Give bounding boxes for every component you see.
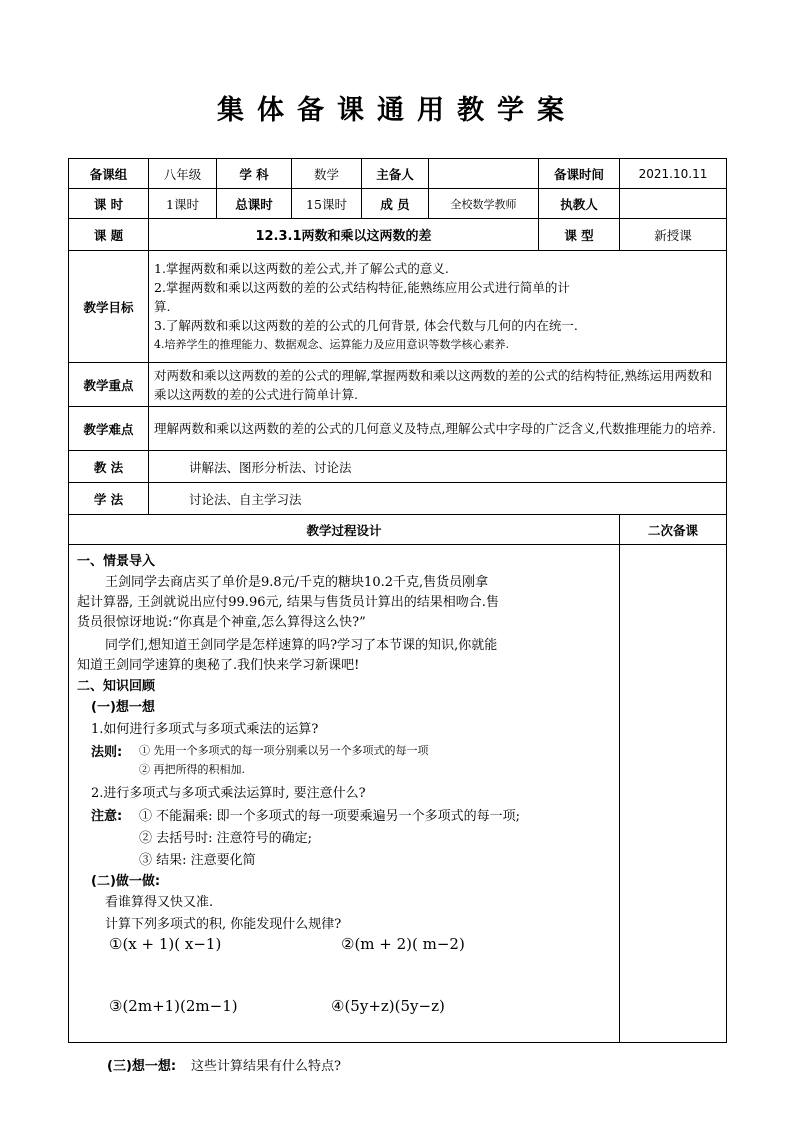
info-row-2 — [69, 189, 727, 219]
subject-value: 数学 — [292, 159, 362, 189]
exercise-1: ①(x + 1)( x−1) — [109, 935, 222, 953]
total-value: 15课时 — [292, 189, 362, 219]
goals-row — [69, 251, 727, 363]
members-label: 成 员 — [362, 189, 429, 219]
rule-label: 法则: — [91, 745, 123, 760]
sub-heading-do: (二)做一做: — [91, 874, 161, 889]
key-text: 对两数和乘以这两数的差的公式的理解,掌握两数和乘以这两数的差的公式的结构特征,熟练运用两数和乘以这两数的差的公式进行简单计算. — [149, 363, 727, 407]
sub-heading-think-2: (三)想一想: — [107, 1059, 177, 1074]
story-line: 起计算器, 王剑就说出应付99.96元, 结果与售货员计算出的结果相吻合.售 — [77, 595, 499, 610]
process-row — [69, 545, 727, 1043]
rule-step: ② 再把所得的积相加. — [139, 763, 245, 776]
second-prep-cell — [620, 545, 727, 1043]
lead-value — [429, 159, 539, 189]
goal-item: 算. — [154, 299, 171, 314]
think-question: 这些计算结果有什么特点? — [191, 1059, 341, 1074]
section-1-heading: 一、情景导入 — [77, 554, 156, 569]
lead-label: 主备人 — [362, 159, 429, 189]
section-2-heading: 二、知识回顾 — [77, 679, 156, 694]
note-item: ① 不能漏乘: 即一个多项式的每一项要乘遍另一个多项式的每一项; — [139, 809, 521, 824]
question-1: 1.如何进行多项式与多项式乘法的运算? — [91, 722, 319, 737]
time-value: 2021.10.11 — [620, 159, 727, 189]
members-value: 全校数学教师 — [429, 189, 539, 219]
study-text: 讨论法、自主学习法 — [149, 483, 727, 515]
method-text: 讲解法、图形分析法、讨论法 — [149, 451, 727, 483]
type-label: 课 型 — [539, 219, 620, 251]
question-2: 2.进行多项式与多项式乘法运算时, 要注意什么? — [91, 786, 366, 801]
method-row — [69, 451, 727, 483]
process-header-row — [69, 515, 727, 545]
study-row — [69, 483, 727, 515]
difficult-label: 教学难点 — [69, 407, 149, 451]
story-line: 货员很惊讶地说:“你真是个神童,怎么算得这么快?” — [77, 615, 366, 630]
group-value: 八年级 — [149, 159, 217, 189]
story-line: 知道王剑同学速算的奥秘了.我们快来学习新课吧! — [77, 658, 360, 673]
hours-label: 课 时 — [69, 189, 149, 219]
exercise-4: ④(5y+z)(5y−z) — [331, 997, 445, 1015]
page-title: 集体备课通用教学案 — [217, 95, 577, 126]
key-row — [69, 363, 727, 407]
topic-row — [69, 219, 727, 251]
topic-label: 课 题 — [69, 219, 149, 251]
goal-item: 4.培养学生的推理能力、数据观念、运算能力及应用意识等数学核心素养. — [154, 338, 509, 351]
lesson-plan-table — [68, 158, 727, 1074]
goals-list — [149, 251, 727, 363]
goal-item: 3.了解两数和乘以这两数的差的公式的几何背景, 体会代数与几何的内在统一. — [154, 318, 578, 333]
topic-value: 12.3.1两数和乘以这两数的差 — [149, 219, 539, 251]
goal-item: 2.掌握两数和乘以这两数的差的公式结构特征,能熟练应用公式进行简单的计 — [154, 280, 570, 295]
story-line: 王剑同学去商店买了单价是9.8元/千克的糖块10.2千克,售货员刚拿 — [105, 575, 489, 590]
exercise-2: ②(m + 2)( m−2) — [341, 935, 465, 953]
hours-value: 1课时 — [149, 189, 217, 219]
time-label: 备课时间 — [539, 159, 620, 189]
note-item: ③ 结果: 注意要化简 — [139, 853, 256, 868]
total-label: 总课时 — [217, 189, 292, 219]
process-cell — [69, 545, 620, 1074]
key-label: 教学重点 — [69, 363, 149, 407]
note-item: ② 去括号时: 注意符号的确定; — [139, 831, 313, 846]
note-label: 注意: — [91, 809, 123, 824]
difficult-text: 理解两数和乘以这两数的差的公式的几何意义及特点,理解公式中字母的广泛含义,代数推理能力的培养. — [149, 407, 727, 451]
second-header: 二次备课 — [620, 515, 727, 545]
exercise-3: ③(2m+1)(2m−1) — [109, 997, 238, 1015]
goal-item: 1.掌握两数和乘以这两数的差公式,并了解公式的意义. — [154, 261, 449, 276]
story-line: 同学们,想知道王剑同学是怎样速算的吗?学习了本节课的知识,你就能 — [105, 638, 498, 653]
study-label: 学 法 — [69, 483, 149, 515]
do-instruction: 看谁算得又快又准. — [105, 895, 214, 910]
do-instruction: 计算下列多项式的积, 你能发现什么规律? — [105, 917, 342, 932]
method-label: 教 法 — [69, 451, 149, 483]
type-value: 新授课 — [620, 219, 727, 251]
sub-heading-think: (一)想一想 — [91, 700, 155, 715]
teacher-value — [620, 189, 727, 219]
difficult-row — [69, 407, 727, 451]
group-label: 备课组 — [69, 159, 149, 189]
info-row-1 — [69, 159, 727, 189]
process-header: 教学过程设计 — [69, 515, 620, 545]
teacher-label: 执教人 — [539, 189, 620, 219]
rule-step: ① 先用一个多项式的每一项分别乘以另一个多项式的每一项 — [139, 744, 429, 757]
subject-label: 学 科 — [217, 159, 292, 189]
goals-label: 教学目标 — [69, 251, 149, 363]
